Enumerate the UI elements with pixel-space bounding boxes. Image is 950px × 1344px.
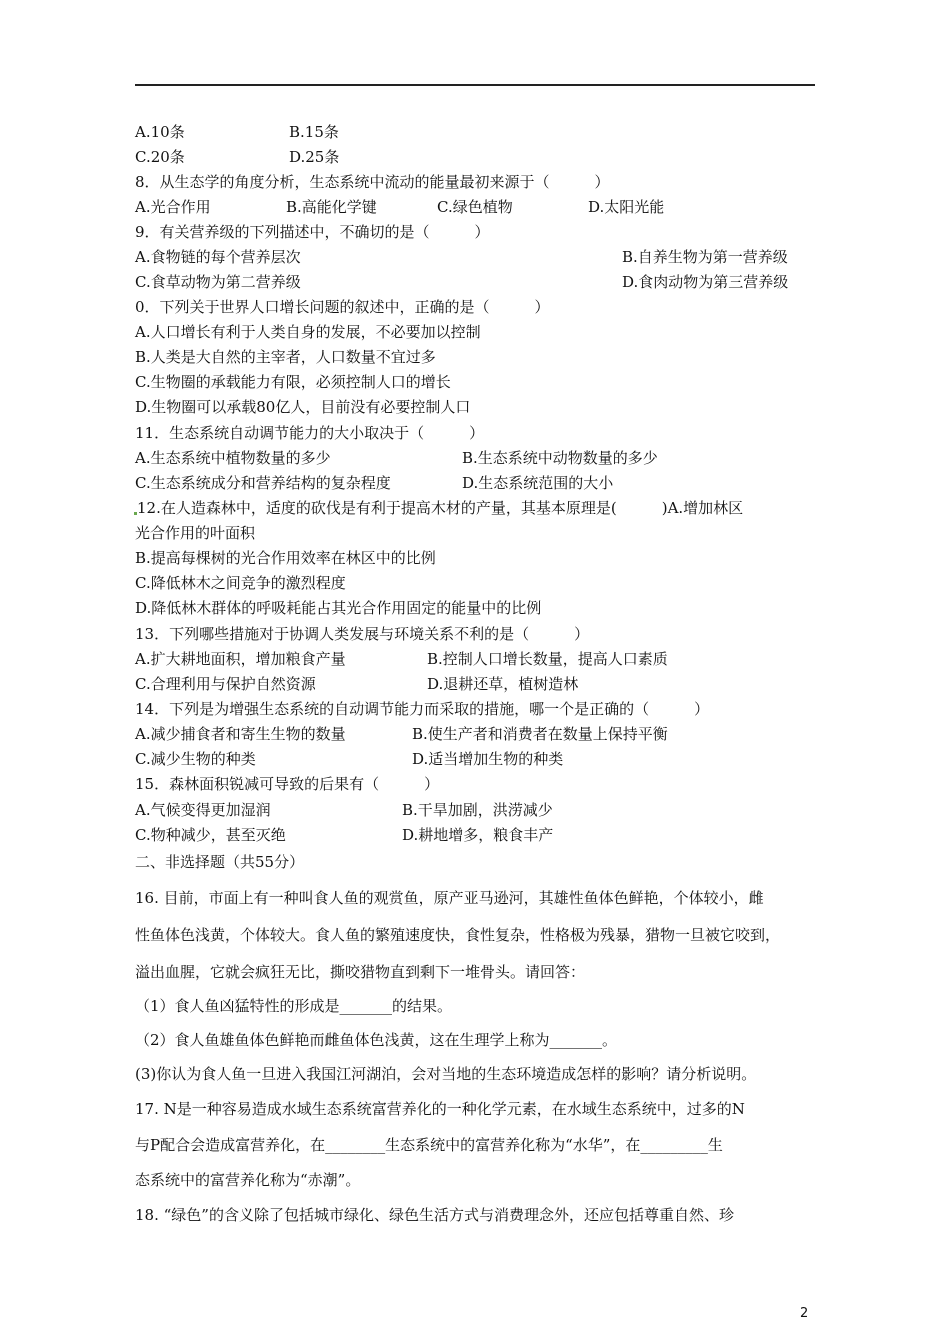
q13-option-a: A.扩大耕地面积，增加粮食产量	[135, 650, 346, 668]
q7-option-c: C.20条	[135, 148, 185, 166]
q9-option-a: A.食物链的每个营养层次	[135, 248, 301, 266]
q12-stem-cont: 光合作用的叶面积	[135, 524, 256, 542]
q9-option-c: C.食草动物为第二营养级	[135, 273, 301, 291]
q8-option-d: D.太阳光能	[588, 198, 665, 216]
q16-line-1: 16. 目前，市面上有一种叫食人鱼的观赏鱼，原产亚马逊河，其雄性鱼体色鲜艳，个体较小，雌	[135, 889, 764, 907]
q15-option-d: D.耕地增多，粮食丰产	[402, 826, 554, 844]
q10-option-b: B.人类是大自然的主宰者，人口数量不宜过多	[135, 348, 436, 366]
q12-option-c: C.降低林木之间竞争的激烈程度	[135, 574, 346, 592]
q9-option-b: B.自养生物为第一营养级	[622, 248, 788, 266]
q12-stem: 12.在人造森林中，适度的砍伐是有利于提高木材的产量，其基本原理是( )A.增加林区	[137, 499, 744, 517]
q16-sub-3: (3)你认为食人鱼一旦进入我国江河湖泊，会对当地的生态环境造成怎样的影响？请分析说明。	[135, 1065, 757, 1083]
q13-option-b: B.控制人口增长数量，提高人口素质	[427, 650, 668, 668]
q7-option-d: D.25条	[289, 148, 340, 166]
q14-stem: 14．下列是为增强生态系统的自动调节能力而采取的措施，哪一个是正确的（ ）	[135, 700, 710, 718]
q14-option-c: C.减少生物的种类	[135, 750, 256, 768]
q14-option-a: A.减少捕食者和寄生生物的数量	[135, 725, 346, 743]
q14-option-d: D.适当增加生物的种类	[412, 750, 564, 768]
q9-stem: 9．有关营养级的下列描述中，不确切的是（ ）	[135, 223, 490, 241]
q18-line-1: 18. “绿色”的含义除了包括城市绿化、绿色生活方式与消费理念外，还应包括尊重自然、珍	[135, 1206, 734, 1224]
header-rule	[135, 84, 815, 86]
q12-option-d: D.降低林木群体的呼吸耗能占其光合作用固定的能量中的比例	[135, 599, 542, 617]
q9-option-d: D.食肉动物为第三营养级	[622, 273, 789, 291]
q11-option-a: A.生态系统中植物数量的多少	[135, 449, 331, 467]
q8-option-a: A.光合作用	[135, 198, 211, 216]
q13-stem: 13．下列哪些措施对于协调人类发展与环境关系不利的是（ ）	[135, 625, 590, 643]
q15-stem: 15．森林面积锐减可导致的后果有（ ）	[135, 775, 440, 793]
q13-option-d: D.退耕还草，植树造林	[427, 675, 579, 693]
q17-line-2: 与P配合会造成富营养化，在________生态系统中的富营养化称为“水华”，在_________生	[135, 1136, 723, 1154]
section-heading: 二、非选择题（共55分）	[135, 853, 305, 871]
q8-stem: 8．从生态学的角度分析，生态系统中流动的能量最初来源于（ ）	[135, 173, 610, 191]
q17-line-3: 态系统中的富营养化称为“赤潮”。	[135, 1171, 361, 1189]
q17-line-1: 17. N是一种容易造成水域生态系统富营养化的一种化学元素，在水域生态系统中，过多的N	[135, 1100, 745, 1118]
q16-sub-1: （1）食人鱼凶猛特性的形成是_______的结果。	[135, 997, 453, 1015]
q11-option-b: B.生态系统中动物数量的多少	[462, 449, 658, 467]
q15-option-b: B.干旱加剧，洪涝减少	[402, 801, 553, 819]
q13-option-c: C.合理利用与保护自然资源	[135, 675, 316, 693]
q8-option-b: B.高能化学键	[286, 198, 377, 216]
q16-line-2: 性鱼体色浅黄，个体较大。食人鱼的繁殖速度快，食性复杂，性格极为残暴，猎物一旦被它咬到，	[135, 926, 781, 944]
q10-option-c: C.生物圈的承载能力有限，必须控制人口的增长	[135, 373, 451, 391]
q10-option-d: D.生物圈可以承载80亿人，目前没有必要控制人口	[135, 398, 471, 416]
q11-stem: 11．生态系统自动调节能力的大小取决于（ ）	[135, 424, 485, 442]
q8-option-c: C.绿色植物	[437, 198, 513, 216]
q10-stem: 0．下列关于世界人口增长问题的叙述中，正确的是（ ）	[135, 298, 550, 316]
page-number: 2	[800, 1306, 809, 1321]
q11-option-c: C.生态系统成分和营养结构的复杂程度	[135, 474, 391, 492]
q14-option-b: B.使生产者和消费者在数量上保持平衡	[412, 725, 668, 743]
q7-option-a: A.10条	[135, 123, 185, 141]
q16-sub-2: （2）食人鱼雄鱼体色鲜艳而雌鱼体色浅黄，这在生理学上称为_______。	[135, 1031, 618, 1049]
q16-line-3: 溢出血腥，它就会疯狂无比，撕咬猎物直到剩下一堆骨头。请回答：	[135, 963, 586, 981]
q15-option-a: A.气候变得更加湿润	[135, 801, 271, 819]
q11-option-d: D.生态系统范围的大小	[462, 474, 614, 492]
q10-option-a: A.人口增长有利于人类自身的发展，不必要加以控制	[135, 323, 481, 341]
q12-option-b: B.提高每棵树的光合作用效率在林区中的比例	[135, 549, 436, 567]
q7-option-b: B.15条	[289, 123, 339, 141]
q15-option-c: C.物种减少，甚至灭绝	[135, 826, 286, 844]
